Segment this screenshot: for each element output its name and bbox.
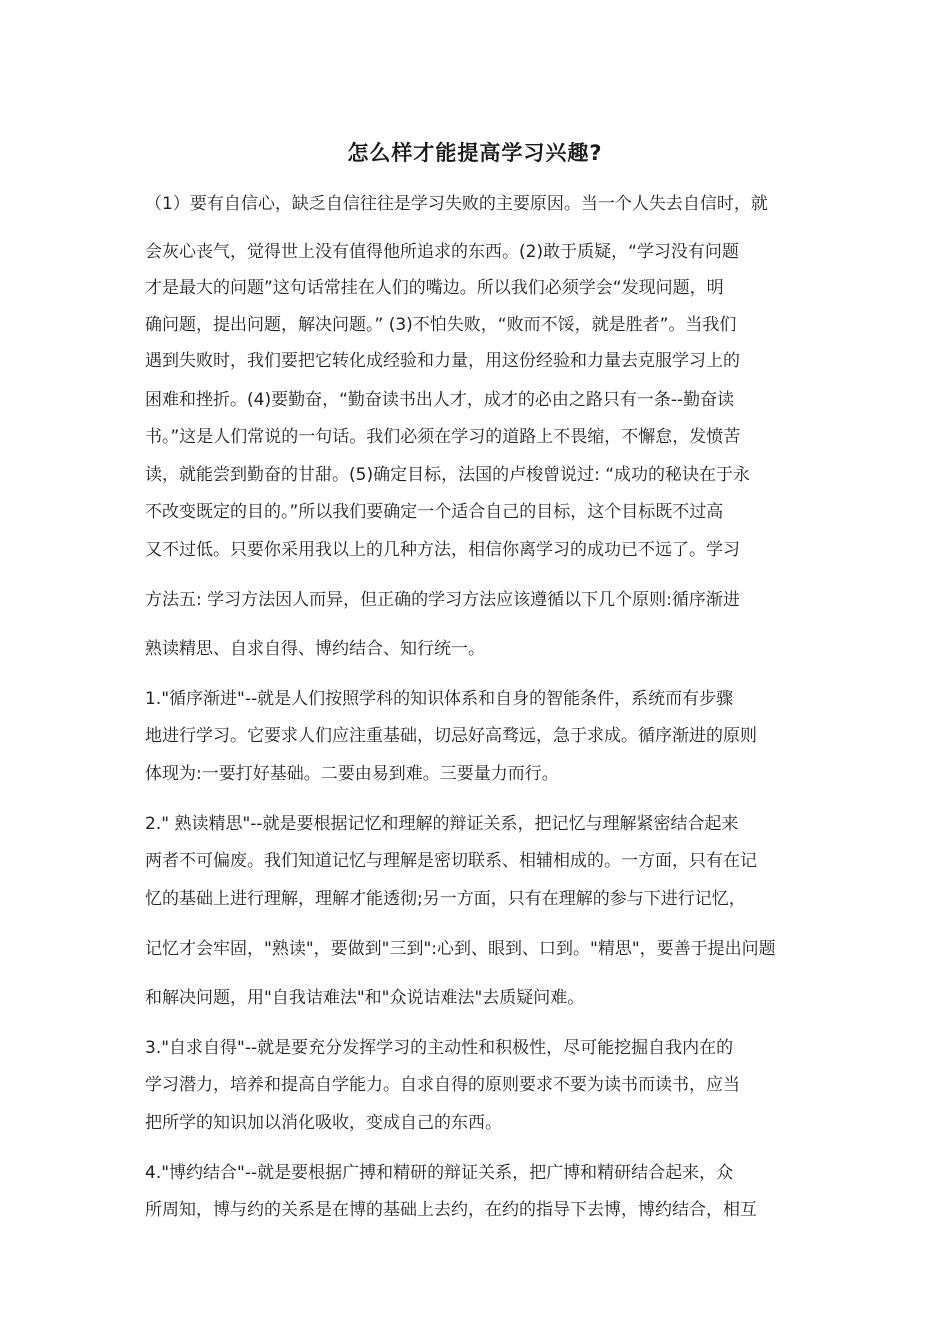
text-line: 把所学的知识加以消化吸收，变成自己的东西。 (145, 1113, 502, 1133)
text-line: 不改变既定的目的。”所以我们要确定一个适合自己的目标，这个目标既不过高 (145, 502, 724, 522)
text-line: 才是最大的问题”这句话常挂在人们的嘴边。所以我们必须学会“发现问题，明 (145, 278, 724, 298)
text-line: 忆的基础上进行理解，理解才能透彻;另一方面，只有在理解的参与下进行记忆， (145, 889, 746, 909)
text-line: 学习潜力，培养和提高自学能力。自求自得的原则要求不要为读书而读书，应当 (145, 1075, 740, 1095)
text-line: 确问题，提出问题，解决问题。” (3)不怕失败，“败而不馁，就是胜者”。当我们 (145, 315, 737, 335)
document-title: 怎么样才能提高学习兴趣? (347, 141, 603, 165)
text-line: 熟读精思、自求自得、博约结合、知行统一。 (145, 639, 485, 659)
text-line: 1."循序渐进"--就是人们按照学科的知识体系和自身的智能条件，系统而有步骤 (145, 689, 734, 709)
text-line: 4."博约结合"--就是要根据广搏和精研的辩证关系，把广博和精研结合起来，众 (145, 1163, 734, 1183)
text-line: 记忆才会牢固，"熟读"，要做到"三到":心到、眼到、口到。"精思"，要善于提出问题 (145, 939, 776, 959)
text-line: 地进行学习。它要求人们应注重基础，切忌好高骛远，急于求成。循序渐进的原则 (145, 726, 757, 746)
text-line: 困难和挫折。(4)要勤奋，“勤奋读书出人才，成才的必由之路只有一条--勤奋读 (145, 390, 735, 410)
text-line: 所周知，博与约的关系是在博的基础上去约，在约的指导下去博，博约结合，相互 (145, 1200, 757, 1220)
text-line: 方法五: 学习方法因人而异，但正确的学习方法应该遵循以下几个原则:循序渐进 (145, 590, 740, 610)
text-line: 两者不可偏废。我们知道记忆与理解是密切联系、相辅相成的。一方面，只有在记 (145, 851, 757, 871)
text-line: 和解决问题，用"自我诘难法"和"众说诘难法"去质疑问难。 (145, 988, 585, 1008)
text-line: 读，就能尝到勤奋的甘甜。(5)确定目标，法国的卢梭曾说过: “成功的秘诀在于永 (145, 465, 751, 485)
text-line: （1）要有自信心，缺乏自信往往是学习失败的主要原因。当一个人失去自信时，就 (145, 194, 768, 214)
text-line: 体现为:一要打好基础。二要由易到难。三要量力而行。 (145, 764, 559, 784)
text-line: 2." 熟读精思"--就是要根据记忆和理解的辩证关系，把记忆与理解紧密结合起来 (145, 814, 739, 834)
text-line: 会灰心丧气，觉得世上没有值得他所追求的东西。(2)敢于质疑，“学习没有问题 (145, 242, 739, 262)
text-line: 又不过低。只要你采用我以上的几种方法，相信你离学习的成功已不远了。学习 (145, 540, 740, 560)
text-line: 书。”这是人们常说的一句话。我们必须在学习的道路上不畏缩，不懈怠，发愤苦 (145, 427, 741, 447)
text-line: 遇到失败时，我们要把它转化成经验和力量，用这份经验和力量去克服学习上的 (145, 351, 740, 371)
text-line: 3."自求自得"--就是要充分发挥学习的主动性和积极性，尽可能挖掘自我内在的 (145, 1038, 734, 1058)
